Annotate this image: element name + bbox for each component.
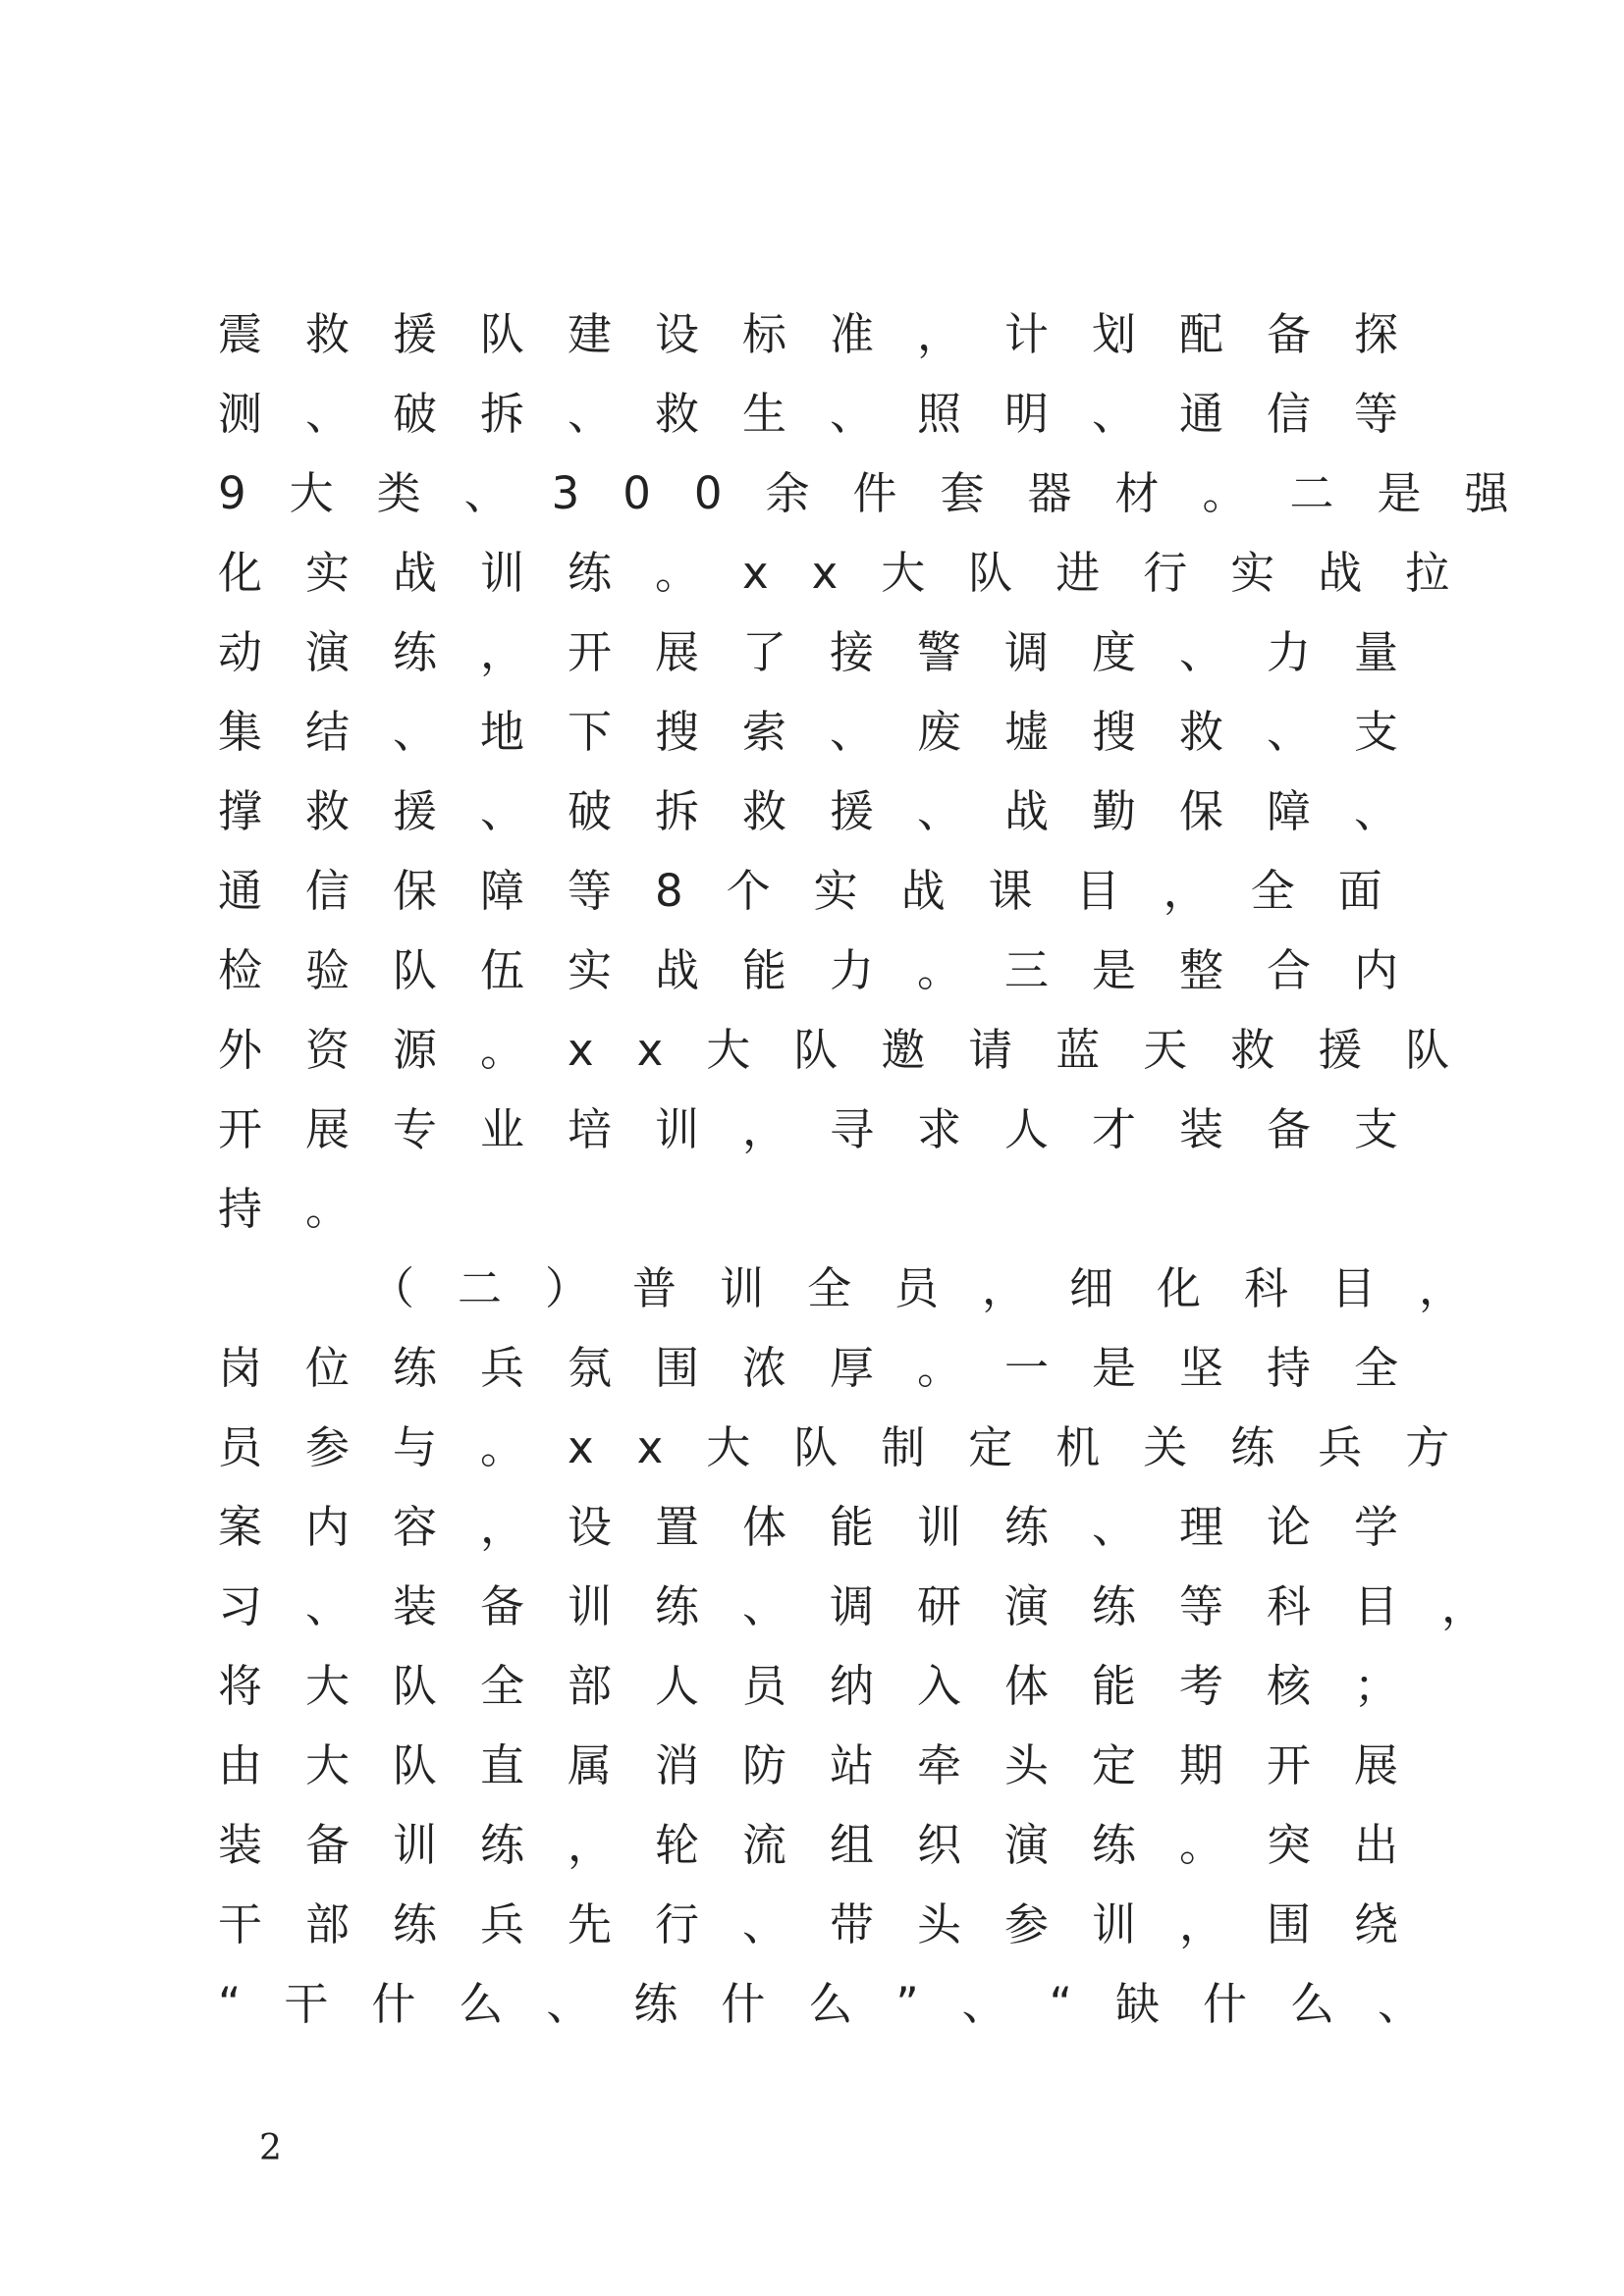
text-line-12: 持。 (218, 1183, 394, 1235)
text-line-20: 装备训练，轮流组织演练。突出 (218, 1819, 1442, 1871)
text-line-8: 通信保障等8个实战课目，全面 (218, 865, 1426, 917)
page-number: 2 (259, 2128, 282, 2168)
text-line-1: 震救援队建设标准，计划配备探 (218, 308, 1442, 360)
text-line-19: 由大队直属消防站牵头定期开展 (218, 1739, 1442, 1791)
text-line-18: 将大队全部人员纳入体能考核； (218, 1660, 1442, 1712)
text-line-11: 开展专业培训，寻求人才装备支 (218, 1103, 1442, 1155)
section-heading-line: （二）普训全员，细化科目， (370, 1262, 1507, 1314)
text-line-15: 员参与。xx大队制定机关练兵方 (218, 1421, 1493, 1473)
text-line-5: 动演练，开展了接警调度、力量 (218, 626, 1442, 678)
text-line-16: 案内容，设置体能训练、理论学 (218, 1501, 1442, 1553)
text-line-2: 测、破拆、救生、照明、通信等 (218, 388, 1442, 440)
text-line-14: 岗位练兵氛围浓厚。一是坚持全 (218, 1342, 1442, 1394)
text-line-22: “干什么、练什么”、“缺什么、 (218, 1978, 1465, 2030)
text-line-10: 外资源。xx大队邀请蓝天救援队 (218, 1024, 1493, 1076)
text-line-6: 集结、地下搜索、废墟搜救、支 (218, 706, 1442, 758)
text-line-7: 撑救援、破拆救援、战勤保障、 (218, 785, 1442, 837)
text-line-17: 习、装备训练、调研演练等科目， (218, 1580, 1530, 1632)
text-line-21: 干部练兵先行、带头参训，围绕 (218, 1898, 1442, 1950)
text-line-4: 化实战训练。xx大队进行实战拉 (218, 547, 1493, 599)
body-text (218, 294, 1552, 2044)
text-line-3: 9大类、300余件套器材。二是强 (218, 467, 1552, 519)
text-line-9: 检验队伍实战能力。三是整合内 (218, 944, 1442, 996)
